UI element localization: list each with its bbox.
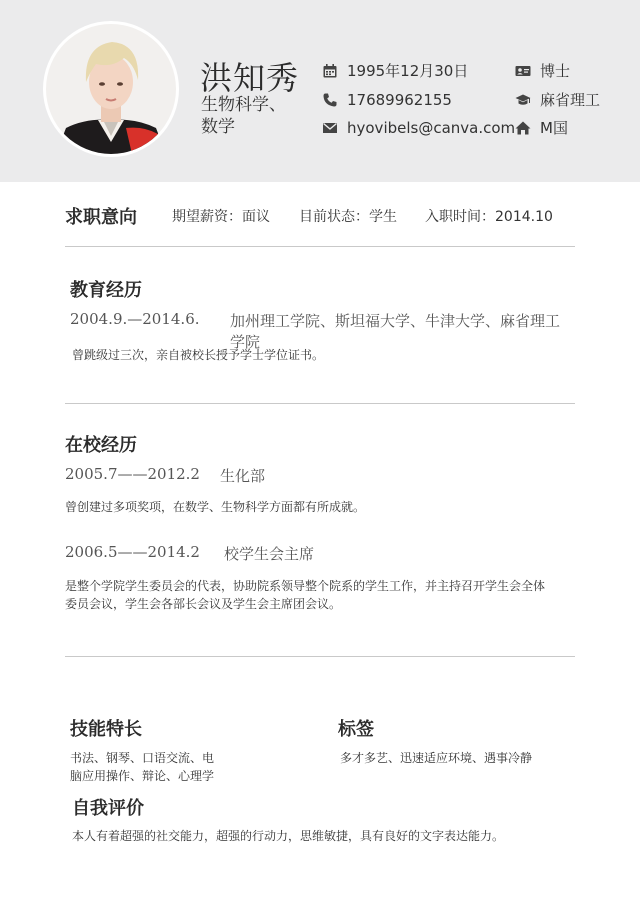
candidate-name: 洪知秀 <box>200 59 300 97</box>
campus-item-desc: 是整个学院学生委员会的代表，协助院系领导整个院系的学生工作，并主持召开学生会全体委员会议，学生会各部长会议及学生会主席团会议。 <box>65 579 546 611</box>
calendar-icon <box>322 63 338 79</box>
profile-header <box>0 0 640 182</box>
campus-item-period: 2005.7——2012.2 <box>65 465 200 483</box>
avatar <box>46 24 176 154</box>
degree-info <box>515 61 570 81</box>
birth-date: 1995年12月30日 <box>347 62 469 80</box>
current-status: 目前状态：学生 <box>299 209 397 225</box>
email-info <box>322 118 515 138</box>
expected-salary: 期望薪资：面议 <box>172 209 270 225</box>
candidate-major: 生物科学、数学 <box>201 95 286 137</box>
skills-title: 技能特长 <box>70 719 142 740</box>
campus-item-role: 生化部 <box>220 467 266 485</box>
education-period: 2004.9.—2014.6. <box>70 310 200 328</box>
campus-title: 在校经历 <box>65 435 137 456</box>
divider <box>65 403 575 404</box>
education-schools-cont: 学院 <box>230 333 261 351</box>
job-intent-title: 求职意向 <box>65 207 137 228</box>
location: M国 <box>540 119 568 137</box>
home-icon <box>515 120 531 136</box>
divider <box>65 656 575 657</box>
skills-text: 书法、钢琴、口语交流、电脑应用操作、辩论、心理学 <box>70 751 215 783</box>
tags-text: 多才多艺、迅速适应环境、遇事冷静 <box>340 751 533 765</box>
campus-item-desc: 曾创建过多项奖项，在数学、生物科学方面都有所成就。 <box>65 500 366 514</box>
degree: 博士 <box>540 62 571 80</box>
phone-number: 17689962155 <box>347 91 452 109</box>
education-title: 教育经历 <box>70 280 142 301</box>
id-card-icon <box>515 63 531 79</box>
school-info <box>515 90 600 110</box>
location-info <box>515 118 568 138</box>
self-eval-title: 自我评价 <box>72 798 144 819</box>
school-name: 麻省理工 <box>540 91 601 109</box>
divider <box>65 246 575 247</box>
tags-title: 标签 <box>338 719 374 740</box>
mail-icon <box>322 120 338 136</box>
email-address: hyovibels@canva.com <box>347 119 516 137</box>
avatar-portrait <box>46 24 176 154</box>
entry-time: 入职时间：2014.10 <box>425 209 553 225</box>
campus-item-period: 2006.5——2014.2 <box>65 543 200 561</box>
phone-info <box>322 90 452 110</box>
education-desc: 曾跳级过三次，亲自被校长授予学士学位证书。 <box>72 348 325 362</box>
self-eval-text: 本人有着超强的社交能力，超强的行动力，思维敏捷，具有良好的文字表达能力。 <box>72 829 505 843</box>
graduation-cap-icon <box>515 92 531 108</box>
phone-icon <box>322 92 338 108</box>
education-schools: 加州理工学院、斯坦福大学、牛津大学、麻省理工 <box>230 312 561 330</box>
campus-item-role: 校学生会主席 <box>224 545 315 563</box>
birth-info <box>322 61 468 81</box>
